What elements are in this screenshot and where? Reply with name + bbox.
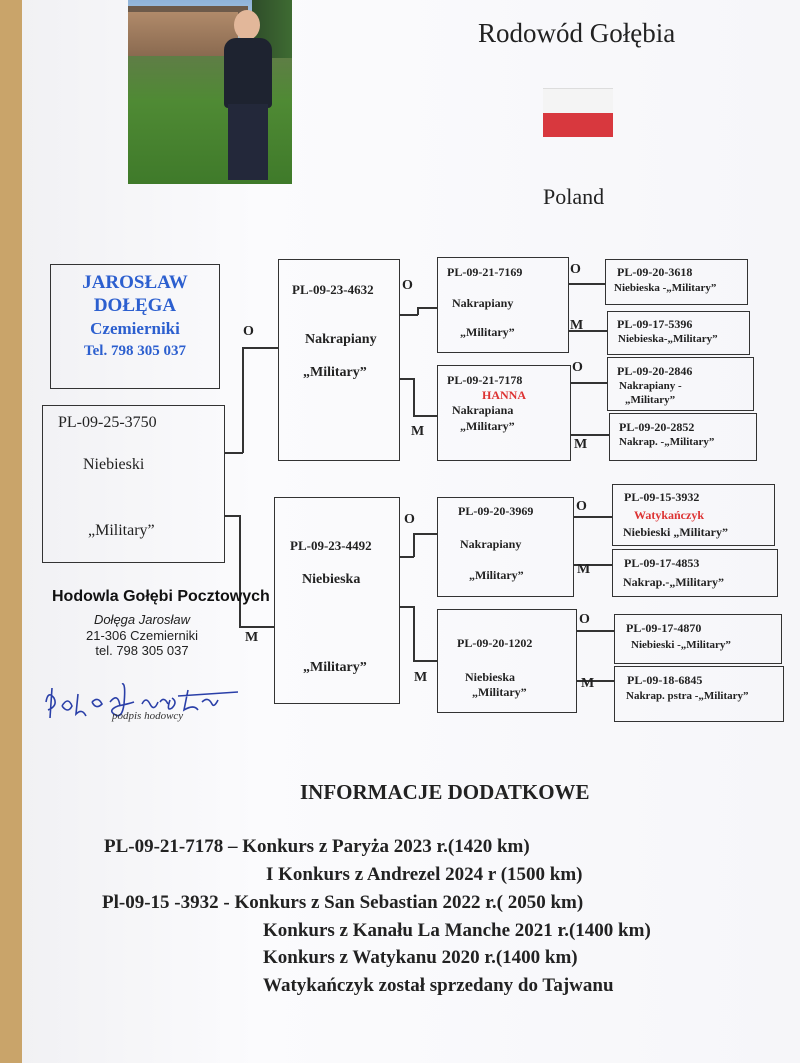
ggp-rel-label: M [570, 318, 584, 333]
dam-label: M [245, 630, 259, 645]
grandparent-color: Nakrapiany [460, 537, 522, 551]
info-line: I Konkurs z Andrezel 2024 r (1500 km) [266, 864, 583, 885]
owner-phone: Tel. 798 305 037 [84, 343, 186, 359]
ggp-ring: PL-09-20-2852 [619, 420, 695, 434]
ggp-desc: Niebieska-„Military” [618, 333, 718, 345]
person-head [234, 10, 260, 40]
dam-color: Niebieska [302, 572, 361, 587]
signature-label: podpis hodowcy [112, 710, 184, 722]
dam-ring: PL-09-23-4492 [290, 538, 372, 553]
connector [400, 314, 418, 316]
ggp-desc: Nakrap. -„Military” [619, 436, 715, 448]
stamp-name: Dołęga Jarosław [93, 612, 191, 627]
ggp-rel-label: O [570, 262, 581, 277]
ggp-desc: Nakrap.-„Military” [623, 575, 724, 589]
ggp-ring: PL-09-20-2846 [617, 364, 693, 378]
owner-first-name: JAROSŁAW [82, 272, 188, 293]
breeder-photo [128, 0, 292, 184]
connector [417, 307, 437, 309]
connector [225, 452, 243, 454]
pigeon-color: Niebieski [83, 456, 145, 473]
connector [400, 606, 414, 608]
ggp-rel-label: O [579, 612, 590, 627]
page-title: Rodowód Gołębia [478, 18, 676, 48]
owner-last-name: DOŁĘGA [93, 295, 177, 316]
info-note: Watykańczyk został sprzedany do Tajwanu [263, 975, 614, 996]
ggp-rel-label: O [572, 360, 583, 375]
grandparent-name: HANNA [482, 388, 526, 402]
sire-color: Nakrapiany [305, 332, 377, 347]
connector [400, 556, 414, 558]
ggp-desc: Niebieski „Military” [623, 525, 728, 539]
connector [242, 347, 244, 453]
stamp-address: 21-306 Czemierniki [86, 628, 198, 643]
connector [574, 516, 612, 518]
gp-rel-label: M [414, 670, 428, 685]
person-legs [228, 104, 268, 180]
ggp-name: Watykańczyk [634, 508, 705, 522]
grandparent-color: Niebieska [465, 670, 516, 684]
sire-breed: „Military” [303, 365, 367, 380]
info-line: Konkurs z Watykanu 2020 r.(1400 km) [263, 947, 578, 968]
connector [413, 606, 415, 661]
poland-flag-icon [543, 88, 613, 136]
ggp-ring: PL-09-20-3618 [617, 265, 693, 279]
grandparent-color: Nakrapiana [452, 403, 514, 417]
connector [571, 382, 607, 384]
gp-rel-label: O [402, 278, 413, 293]
stamp-phone: tel. 798 305 037 [95, 643, 189, 658]
additional-info-title: INFORMACJE DODATKOWE [300, 780, 590, 804]
connector [242, 347, 278, 349]
grandparent-ring: PL-09-20-3969 [458, 504, 534, 518]
ggp-ring: PL-09-17-4870 [626, 621, 702, 635]
info-line: Pl-09-15 -3932 - Konkurs z San Sebastian 2022 r.( 2050 km) [102, 892, 584, 913]
grandparent-ring: PL-09-21-7169 [447, 265, 523, 279]
ggp-rel-label: M [581, 676, 595, 691]
grandparent-ring: PL-09-21-7178 [447, 373, 523, 387]
sire-label: O [243, 324, 254, 339]
stamp-title: Hodowla Gołębi Pocztowych [52, 588, 270, 605]
owner-town: Czemierniki [90, 319, 180, 338]
ggp-desc: Nakrap. pstra -„Military” [626, 690, 749, 702]
ggp-desc-2: „Military” [625, 394, 676, 406]
country-label: Poland [543, 184, 605, 209]
ggp-ring: PL-09-17-4853 [624, 556, 700, 570]
connector [239, 515, 241, 627]
dam-breed: „Military” [303, 660, 367, 675]
connector [569, 283, 605, 285]
sire-ring: PL-09-23-4632 [292, 282, 374, 297]
connector [413, 660, 437, 662]
info-line: Konkurs z Kanału La Manche 2021 r.(1400 km) [263, 920, 651, 941]
grandparent-breed: „Military” [460, 419, 515, 433]
ggp-ring: PL-09-15-3932 [624, 490, 700, 504]
connector [225, 515, 240, 517]
signature-image [38, 672, 238, 732]
ggp-ring: PL-09-17-5396 [617, 317, 693, 331]
grandparent-color: Nakrapiany [452, 296, 514, 310]
connector [400, 378, 414, 380]
gp-rel-label: M [411, 424, 425, 439]
pigeon-ring: PL-09-25-3750 [58, 414, 157, 431]
owner-box [50, 264, 220, 389]
grandparent-breed: „Military” [472, 685, 527, 699]
connector [577, 630, 614, 632]
connector [413, 415, 437, 417]
grandparent-breed: „Military” [460, 325, 515, 339]
flag-red-stripe [543, 113, 613, 137]
flag-white-stripe [543, 88, 613, 113]
gp-rel-label: O [404, 512, 415, 527]
ggp-rel-label: M [577, 562, 591, 577]
house [128, 12, 238, 56]
grandparent-breed: „Military” [469, 568, 524, 582]
connector [413, 533, 415, 557]
connector [413, 378, 415, 416]
connector [571, 434, 609, 436]
connector [413, 533, 437, 535]
pigeon-breed: „Military” [88, 522, 155, 539]
ggp-rel-label: O [576, 499, 587, 514]
ggp-desc: Nakrapiany - [619, 380, 682, 392]
ggp-desc: Niebieska -„Military” [614, 282, 717, 294]
ggp-ring: PL-09-18-6845 [627, 673, 703, 687]
ggp-rel-label: M [574, 437, 588, 452]
ggp-desc: Niebieski -„Military” [631, 639, 731, 651]
info-line: PL-09-21-7178 – Konkurs z Paryża 2023 r.(1420 km) [104, 836, 530, 857]
person-body [224, 38, 272, 108]
connector [239, 626, 275, 628]
grandparent-ring: PL-09-20-1202 [457, 636, 533, 650]
